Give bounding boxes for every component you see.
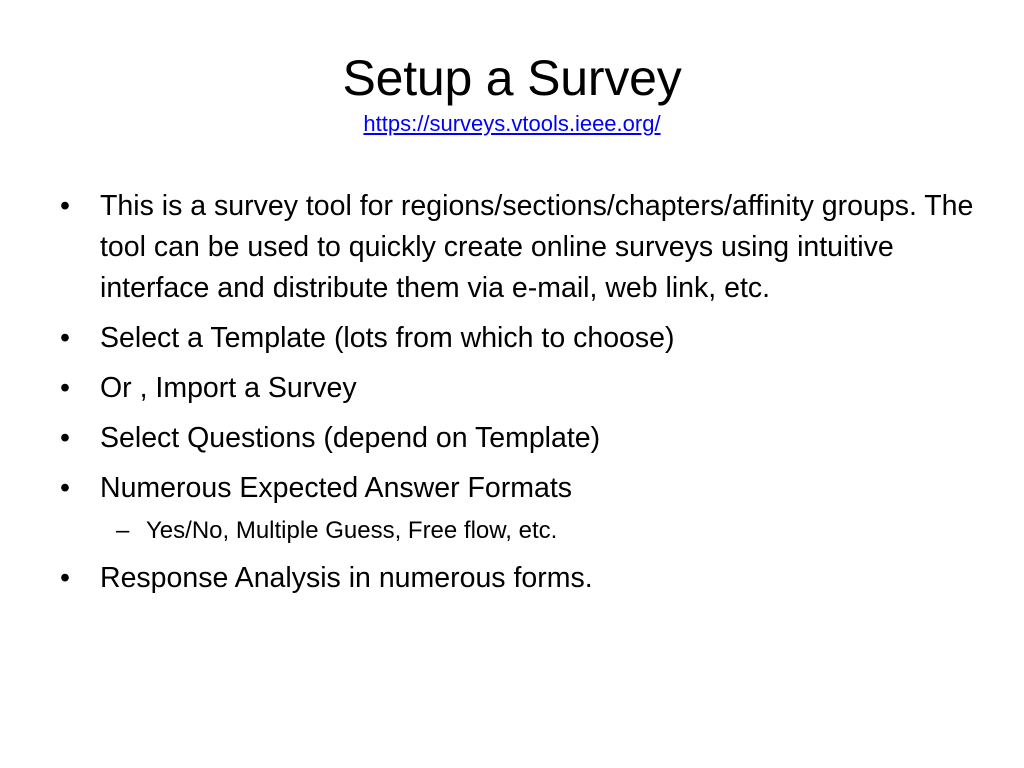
slide-header bbox=[0, 48, 1024, 138]
bullet-item-answer-formats bbox=[58, 468, 978, 509]
bullet-text: Or , Import a Survey bbox=[100, 372, 357, 404]
slide-title: Setup a Survey bbox=[342, 50, 682, 106]
sub-bullet-symbol: – bbox=[116, 517, 130, 544]
bullet-symbol: • bbox=[60, 372, 70, 404]
sub-bullet-text: Yes/No, Multiple Guess, Free flow, etc. bbox=[146, 517, 558, 544]
bullet-symbol: • bbox=[60, 190, 70, 222]
bullet-text: Numerous Expected Answer Formats bbox=[100, 472, 573, 504]
bullet-list bbox=[58, 186, 978, 608]
bullet-symbol: • bbox=[60, 322, 70, 354]
bullet-symbol: • bbox=[60, 422, 70, 454]
bullet-text: This is a survey tool for regions/sections/chapters/affinity groups. The tool can be used to quickly create online surveys using intuitive interface and distribute them via e-mail, web link, etc. bbox=[100, 190, 974, 304]
bullet-symbol: • bbox=[60, 472, 70, 504]
bullet-item-select-questions bbox=[58, 418, 978, 459]
bullet-text: Response Analysis in numerous forms. bbox=[100, 562, 593, 594]
bullet-text: Select a Template (lots from which to choose) bbox=[100, 322, 675, 354]
survey-link[interactable]: https://surveys.vtools.ieee.org/ bbox=[363, 111, 661, 136]
bullet-item-response-analysis bbox=[58, 558, 978, 599]
bullet-item-select-template bbox=[58, 318, 978, 359]
sub-bullet-item-formats bbox=[58, 514, 978, 548]
bullet-item-survey-tool bbox=[58, 186, 978, 309]
bullet-item-import-survey bbox=[58, 368, 978, 409]
bullet-text: Select Questions (depend on Template) bbox=[100, 422, 601, 454]
bullet-symbol: • bbox=[60, 562, 70, 594]
